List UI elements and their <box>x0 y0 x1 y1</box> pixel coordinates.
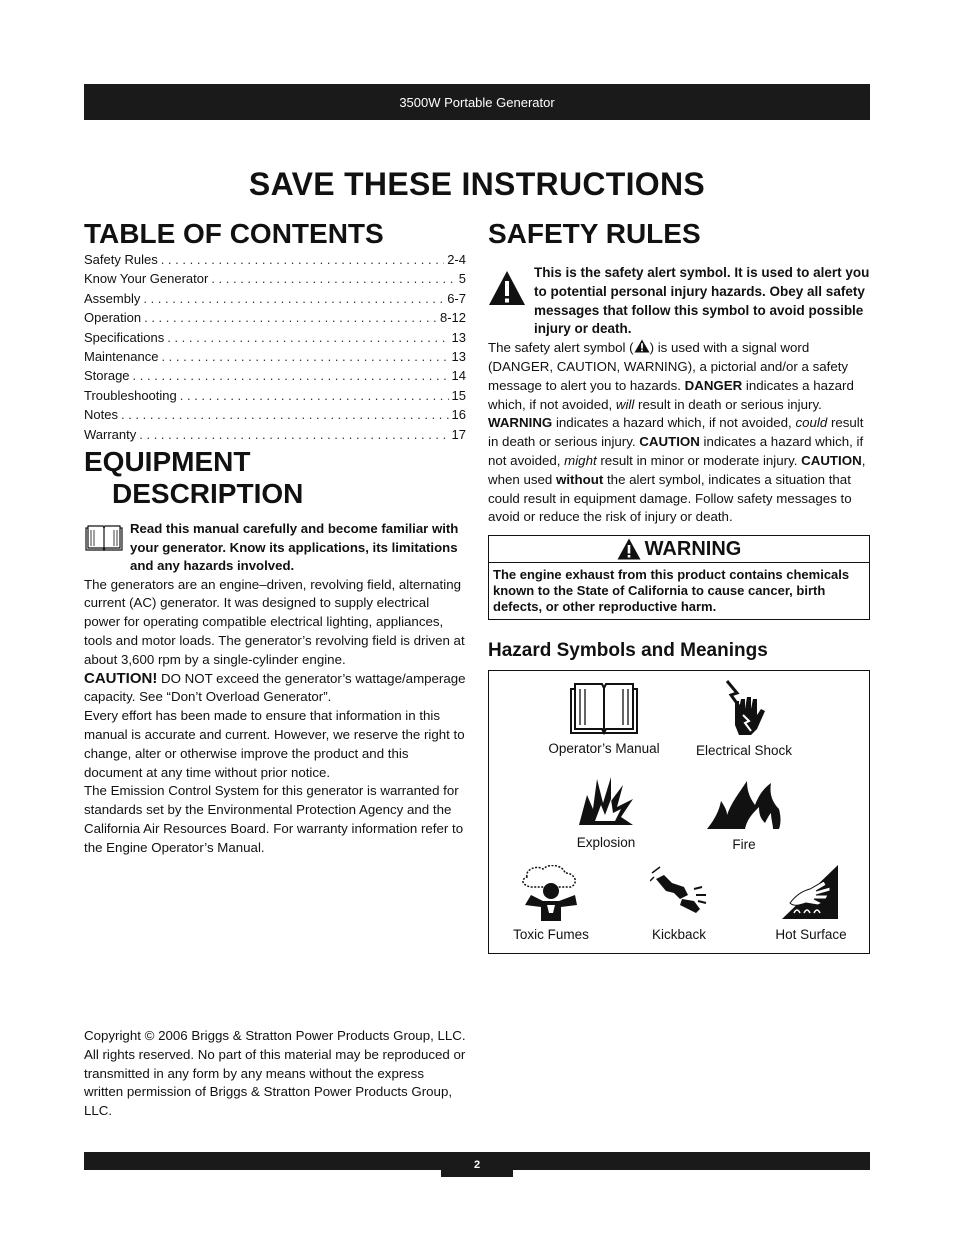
hazard-item <box>629 865 729 942</box>
caution-label: CAUTION! <box>84 669 158 687</box>
toc-page: 13 <box>451 329 466 345</box>
toc-page: 14 <box>451 368 466 384</box>
toc-heading: TABLE OF CONTENTS <box>84 218 384 249</box>
explosion-icon <box>577 775 635 829</box>
signal-word-warning: WARNING <box>488 415 553 431</box>
toc-label: Assembly <box>84 290 141 306</box>
hazard-heading: Hazard Symbols and Meanings <box>488 639 768 661</box>
toc-page: 17 <box>451 426 466 442</box>
warning-icon <box>617 538 641 560</box>
page-number: 2 <box>441 1152 513 1177</box>
safety-alert-text: This is the safety alert symbol. It is used to alert you to potential personal injury hazards. Obey all safety messages that follow this symbol to avoid possible injury or death. <box>534 265 870 337</box>
text-run: indicates a hazard which, if not avoided, <box>488 434 864 468</box>
hazard-item <box>689 775 799 852</box>
signal-word-caution: CAUTION <box>801 452 862 468</box>
toc-label: Troubleshooting <box>84 387 177 403</box>
emphasis-will: will <box>615 396 635 412</box>
equipment-heading-line2: DESCRIPTION <box>112 477 304 509</box>
copyright-notice: Copyright © 2006 Briggs & Stratton Power Products Group, LLC. All rights reserved. No part of this material may be reproduced or transmitted in any form by any means without the express written permission of Briggs & Stratton Power Products Group, LLC. <box>84 1028 466 1119</box>
text-run: ) is used with a signal word (DANGER, CAUTION, WARNING), a pictorial and/or a safety message to alert you to hazards. <box>488 340 849 393</box>
safety-alert-notice <box>488 264 870 339</box>
warning-label: WARNING <box>644 537 742 560</box>
toc-list <box>84 252 466 446</box>
hazard-label: Kickback <box>651 926 707 942</box>
signal-word-paragraph <box>488 339 870 527</box>
hazard-item <box>679 679 809 758</box>
toc-item[interactable] <box>84 252 466 271</box>
toc-label: Know Your Generator <box>84 271 209 287</box>
hazard-item <box>529 681 679 756</box>
toc-page: 13 <box>451 348 466 364</box>
toc-item[interactable] <box>84 310 466 329</box>
toc-page: 5 <box>458 271 466 287</box>
toc-page: 2-4 <box>447 252 466 267</box>
toc-label: Warranty <box>84 426 137 442</box>
hazard-label: Electrical Shock <box>695 742 793 758</box>
hazard-label: Explosion <box>576 834 636 850</box>
hot-surface-icon <box>780 863 842 921</box>
toc-label: Specifications <box>84 329 165 345</box>
manual-icon <box>568 681 640 735</box>
hazard-item <box>499 865 603 942</box>
toc-item[interactable] <box>84 271 466 290</box>
hazard-item <box>759 863 863 942</box>
toc-label: Notes <box>84 407 118 423</box>
toc-page: 6-7 <box>447 290 466 306</box>
toc-item[interactable] <box>84 368 466 387</box>
toxic-fumes-icon <box>519 865 583 921</box>
main-title: SAVE THESE INSTRUCTIONS <box>248 166 706 202</box>
toc-item[interactable] <box>84 330 466 349</box>
manual-icon <box>84 520 130 576</box>
equipment-paragraph-3: The Emission Control System for this generator is warranted for standards set by the Environmental Protection Agency and the California Air Resources Board. For warranty information refer to the Engine Operator’s Manual. <box>84 783 464 855</box>
text-run: result in minor or moderate injury. <box>596 452 802 468</box>
text-run: The safety alert symbol ( <box>488 340 634 356</box>
toc-item[interactable] <box>84 388 466 407</box>
header-title: 3500W Portable Generator <box>399 94 555 110</box>
text-run: result in death or serious injury. <box>634 396 822 412</box>
emphasis-without: without <box>556 471 604 487</box>
signal-word-caution: CAUTION <box>639 434 700 450</box>
emphasis-could: could <box>795 415 828 431</box>
warning-text: The engine exhaust from this product contains chemicals known to the State of California to cause cancer, birth defects, or other reproductive harm. <box>493 567 850 614</box>
toc-label: Operation <box>84 310 142 326</box>
toc-page: 16 <box>451 407 466 423</box>
toc-label: Maintenance <box>84 348 159 364</box>
caution-text: DO NOT exceed the generator’s wattage/amperage capacity. See “Don’t Overload Generator”. <box>84 670 466 705</box>
inline-alert-icon <box>634 339 650 353</box>
text-run: result in death or serious injury. <box>488 415 864 450</box>
equipment-heading-line1: EQUIPMENT <box>84 445 251 477</box>
text-run: the alert symbol, indicates a situation that could result in equipment damage. Follow safety messages to avoid or reduce the risk of injury or death. <box>488 471 852 525</box>
hazard-label: Hot Surface <box>775 926 847 942</box>
right-column <box>488 218 870 954</box>
text-run: , when used <box>488 452 866 487</box>
toc-item[interactable] <box>84 349 466 368</box>
warning-box <box>488 535 870 619</box>
safety-heading: SAFETY RULES <box>488 218 701 249</box>
header-bar <box>84 84 870 120</box>
warning-header <box>489 536 869 563</box>
equipment-paragraph-2: Every effort has been made to ensure that information in this manual is accurate and current. However, we reserve the right to change, alter or otherwise improve the product and this document at any time without prior notice. <box>84 708 465 780</box>
toc-item[interactable] <box>84 427 466 446</box>
hazard-label: Toxic Fumes <box>513 926 589 942</box>
equipment-paragraph-1: The generators are an engine–driven, revolving field, alternating current (AC) generator. It was designed to supply electrical power for operating compatible electrical lighting, appliances, tools and motor loads. The generator’s revolving field is driven at about 3,600 rpm by a single-cylinder engine. <box>84 576 465 667</box>
toc-item[interactable] <box>84 407 466 426</box>
safety-alert-icon <box>488 264 534 339</box>
toc-page: 8-12 <box>439 310 466 326</box>
fire-icon <box>705 775 783 831</box>
left-column <box>84 218 466 858</box>
toc-label: Storage <box>84 368 130 384</box>
electric-shock-icon <box>721 679 767 737</box>
text-run: indicates a hazard which, if not avoided, <box>488 377 854 412</box>
hazard-symbols-box <box>488 670 870 954</box>
toc-item[interactable] <box>84 291 466 310</box>
hazard-label: Operator’s Manual <box>548 740 660 756</box>
toc-page: 15 <box>451 387 466 403</box>
text-run: indicates a hazard which, if not avoided, <box>552 415 796 431</box>
kickback-icon <box>650 865 708 921</box>
signal-word-danger: DANGER <box>684 377 743 393</box>
hazard-item <box>541 775 671 850</box>
read-manual-text: Read this manual carefully and become familiar with your generator. Know its applications, its limitations and any hazards involved. <box>130 520 459 574</box>
read-manual-notice <box>84 520 466 576</box>
equipment-heading <box>84 446 466 510</box>
hazard-label: Fire <box>732 836 756 852</box>
caution-paragraph <box>84 670 466 708</box>
toc-label: Safety Rules <box>84 252 158 267</box>
emphasis-might: might <box>564 452 597 468</box>
